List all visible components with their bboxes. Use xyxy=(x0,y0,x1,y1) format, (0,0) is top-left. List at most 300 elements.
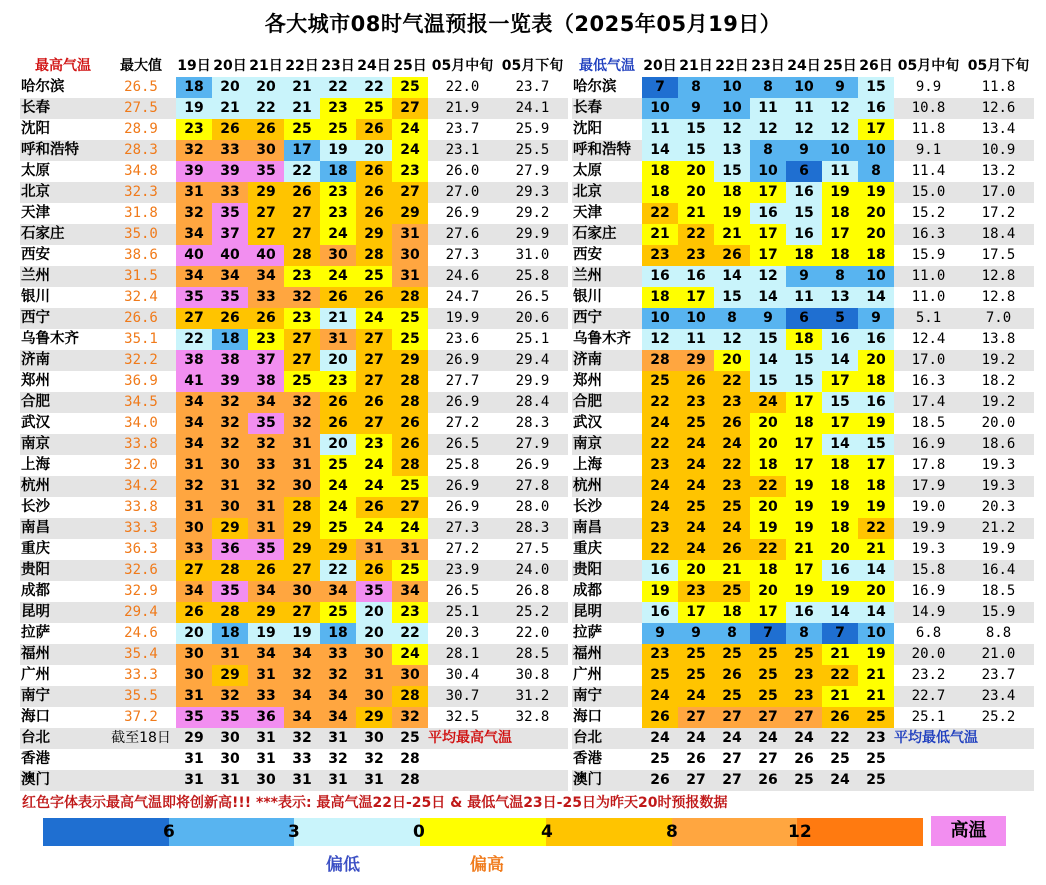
temp-cell: 32 xyxy=(248,476,284,497)
table-row xyxy=(572,644,1034,665)
mid-month-average: 11.4 xyxy=(911,163,946,179)
temp-cell: 15 xyxy=(786,203,822,224)
mid-month-average: 15.8 xyxy=(894,560,963,581)
temp-cell: 34 xyxy=(176,224,212,245)
temp-cell: 31 xyxy=(212,644,248,665)
late-month-average: 19.3 xyxy=(981,457,1016,473)
temp-cell: 14 xyxy=(750,350,786,371)
late-month-average: 17.0 xyxy=(963,182,1034,203)
late-month-average: 27.9 xyxy=(515,163,550,179)
temp-cell: 26 xyxy=(284,182,320,203)
temp-cell: 23 xyxy=(714,392,750,413)
temp-cell: 13 xyxy=(714,140,750,161)
temp-cell: 24 xyxy=(392,140,428,161)
temp-cell: 25 xyxy=(320,119,356,140)
late-month-average: 30.8 xyxy=(515,667,550,683)
table-row xyxy=(572,224,1034,245)
temp-cell: 27 xyxy=(176,308,212,329)
mid-month-average: 17.9 xyxy=(894,476,963,497)
max-value: 31.8 xyxy=(124,205,158,221)
temp-cell: 17 xyxy=(786,434,822,455)
column-header: 05月下旬 xyxy=(501,58,564,74)
page-title: 各大城市08时气温预报一览表（2025年05月19日） xyxy=(264,12,782,36)
temp-cell: 31 xyxy=(320,770,356,791)
temp-cell: 26 xyxy=(320,413,356,434)
temp-cell: 28 xyxy=(392,770,428,791)
temp-cell: 17 xyxy=(284,140,320,161)
temp-cell: 32 xyxy=(284,287,320,308)
temp-cell: 25 xyxy=(392,728,428,749)
late-month-average: 18.4 xyxy=(963,224,1034,245)
mid-month-average: 26.5 xyxy=(445,583,480,599)
temp-cell: 27 xyxy=(722,751,742,767)
temp-cell: 27 xyxy=(284,602,320,623)
temp-cell: 20 xyxy=(822,539,858,560)
temp-cell: 31 xyxy=(356,539,392,560)
table-row xyxy=(572,602,1034,623)
temp-cell: 21 xyxy=(320,308,356,329)
temp-cell: 30 xyxy=(248,140,284,161)
table-row xyxy=(572,413,1034,434)
temp-cell: 23 xyxy=(284,308,320,329)
mid-month-average: 26.5 xyxy=(428,434,497,455)
temp-cell: 38 xyxy=(248,371,284,392)
max-value: 35.1 xyxy=(124,331,158,347)
temp-cell: 27 xyxy=(678,770,714,791)
temp-cell: 31 xyxy=(176,182,212,203)
temp-cell: 32 xyxy=(284,665,320,686)
table-row xyxy=(20,539,568,560)
max-value: 38.6 xyxy=(124,247,158,263)
late-month-average: 10.9 xyxy=(963,140,1034,161)
temp-cell: 25 xyxy=(642,665,678,686)
late-month-average: 21.0 xyxy=(963,644,1034,665)
late-month-average: 27.8 xyxy=(497,476,568,497)
table-row xyxy=(20,518,568,539)
mid-month-average: 28.1 xyxy=(428,644,497,665)
temp-cell: 24 xyxy=(678,539,714,560)
temp-cell: 10 xyxy=(642,308,678,329)
table-row xyxy=(20,749,568,770)
temp-cell: 23 xyxy=(392,161,428,182)
temp-cell: 39 xyxy=(176,161,212,182)
temp-cell: 25 xyxy=(320,455,356,476)
city-name: 天津 xyxy=(573,205,602,221)
column-header: 最低气温 xyxy=(579,58,635,74)
city-name: 长春 xyxy=(572,98,642,119)
city-name: 广州 xyxy=(21,667,50,683)
mid-month-average: 26.9 xyxy=(428,392,497,413)
temp-cell: 27 xyxy=(714,707,750,728)
late-month-average: 28.0 xyxy=(515,499,550,515)
city-name: 郑州 xyxy=(573,373,602,389)
city-name: 贵阳 xyxy=(572,560,642,581)
temp-cell: 16 xyxy=(786,602,822,623)
late-month-average: 22.0 xyxy=(515,625,550,641)
temp-cell: 26 xyxy=(822,707,858,728)
temp-cell: 30 xyxy=(248,770,284,791)
temp-cell: 26 xyxy=(714,665,750,686)
temp-cell: 8 xyxy=(750,77,786,98)
table-row xyxy=(572,140,1034,161)
late-month-average: 12.6 xyxy=(963,98,1034,119)
temp-cell: 20 xyxy=(858,203,894,224)
late-month-average: 29.9 xyxy=(497,224,568,245)
column-header: 05月下旬 xyxy=(967,58,1030,74)
temp-cell: 31 xyxy=(392,539,428,560)
mid-month-average: 18.5 xyxy=(911,415,946,431)
temp-cell: 31 xyxy=(284,455,320,476)
late-month-average: 29.9 xyxy=(515,373,550,389)
temp-cell: 11 xyxy=(750,98,786,119)
late-month-average: 17.2 xyxy=(981,205,1016,221)
temp-cell: 21 xyxy=(714,224,750,245)
temp-cell: 34 xyxy=(248,581,284,602)
temp-cell: 26 xyxy=(356,182,392,203)
temp-cell: 22 xyxy=(642,539,678,560)
table-row xyxy=(20,392,568,413)
temp-cell: 15 xyxy=(714,161,750,182)
temp-cell: 10 xyxy=(678,308,714,329)
temp-cell: 15 xyxy=(714,287,750,308)
temp-cell: 31 xyxy=(356,665,392,686)
late-month-average: 25.2 xyxy=(497,602,568,623)
scale-tick-4: 4 xyxy=(541,822,553,842)
mid-month-average: 26.0 xyxy=(445,163,480,179)
mid-month-average xyxy=(894,770,963,791)
city-name: 西安 xyxy=(21,247,50,263)
table-row xyxy=(20,245,568,266)
mid-month-average xyxy=(428,770,497,791)
temp-cell: 19 xyxy=(320,140,356,161)
temp-cell: 24 xyxy=(750,392,786,413)
table-row xyxy=(572,308,1034,329)
column-header: 20日 xyxy=(213,58,247,74)
max-value: 32.9 xyxy=(124,583,158,599)
temp-cell: 27 xyxy=(678,707,714,728)
temp-cell: 26 xyxy=(320,287,356,308)
temp-cell: 22 xyxy=(678,224,714,245)
temp-cell: 26 xyxy=(176,602,212,623)
late-month-average: 26.8 xyxy=(515,583,550,599)
city-name: 长沙 xyxy=(21,499,50,515)
temp-cell: 23 xyxy=(356,434,392,455)
temp-cell: 27 xyxy=(758,751,778,767)
mid-month-average: 16.9 xyxy=(894,434,963,455)
mid-month-average: 10.8 xyxy=(894,98,963,119)
temp-cell: 20 xyxy=(858,224,894,245)
city-name: 沈阳 xyxy=(573,121,602,137)
temp-cell: 23 xyxy=(248,329,284,350)
max-value: 35.4 xyxy=(106,644,176,665)
late-month-average: 19.3 xyxy=(963,476,1034,497)
temp-cell: 27 xyxy=(356,350,392,371)
mid-month-average: 27.3 xyxy=(428,518,497,539)
temp-cell: 21 xyxy=(858,665,894,686)
temp-cell: 10 xyxy=(714,77,750,98)
temp-cell: 15 xyxy=(858,434,894,455)
mid-month-average: 23.1 xyxy=(428,140,497,161)
mid-month-average: 23.6 xyxy=(445,331,480,347)
city-name: 澳门 xyxy=(572,770,642,791)
city-name: 海口 xyxy=(573,709,602,725)
late-month-average xyxy=(497,770,568,791)
temp-cell: 25 xyxy=(284,119,320,140)
temp-cell: 17 xyxy=(822,371,858,392)
temp-cell: 16 xyxy=(642,560,678,581)
temp-cell: 25 xyxy=(678,497,714,518)
mid-month-average: 17.8 xyxy=(911,457,946,473)
temp-cell: 29 xyxy=(392,350,428,371)
temp-cell: 21 xyxy=(642,224,678,245)
temp-cell: 32 xyxy=(212,392,248,413)
late-month-average: 21.2 xyxy=(963,518,1034,539)
late-month-average: 25.2 xyxy=(981,709,1016,725)
temp-cell: 20 xyxy=(212,77,248,98)
temp-cell: 19 xyxy=(858,497,894,518)
temp-cell: 33 xyxy=(248,455,284,476)
temp-cell: 23 xyxy=(642,455,678,476)
temp-cell: 27 xyxy=(284,560,320,581)
column-header: 最大值 xyxy=(120,58,162,74)
temp-cell: 30 xyxy=(392,245,428,266)
table-row xyxy=(572,476,1034,497)
table-row xyxy=(572,77,1034,98)
temp-cell: 23 xyxy=(320,203,356,224)
temp-cell: 25 xyxy=(392,308,428,329)
city-name: 石家庄 xyxy=(20,224,106,245)
temp-cell: 9 xyxy=(678,623,714,644)
temp-cell: 25 xyxy=(750,665,786,686)
city-name: 南宁 xyxy=(572,686,642,707)
mid-month-average: 21.9 xyxy=(428,98,497,119)
city-name: 西宁 xyxy=(572,308,642,329)
table-row xyxy=(572,182,1034,203)
min-temp-header-row xyxy=(572,56,1034,77)
temp-cell: 28 xyxy=(356,245,392,266)
temp-cell: 9 xyxy=(786,140,822,161)
table-row xyxy=(572,434,1034,455)
temp-cell: 14 xyxy=(822,602,858,623)
max-value: 24.6 xyxy=(124,625,158,641)
temp-cell: 17 xyxy=(750,245,786,266)
temp-cell: 22 xyxy=(284,161,320,182)
column-header: 26日 xyxy=(859,58,893,74)
temp-cell: 16 xyxy=(750,203,786,224)
table-row xyxy=(20,560,568,581)
temp-cell: 18 xyxy=(858,371,894,392)
max-value: 26.5 xyxy=(124,79,158,95)
city-name: 拉萨 xyxy=(21,625,50,641)
city-name: 乌鲁木齐 xyxy=(21,331,79,347)
table-row xyxy=(572,392,1034,413)
temp-cell: 24 xyxy=(642,497,678,518)
late-month-average: 25.1 xyxy=(515,331,550,347)
temp-cell: 18 xyxy=(320,161,356,182)
temp-cell: 18 xyxy=(750,560,786,581)
temp-cell: 10 xyxy=(858,140,894,161)
temp-cell: 24 xyxy=(392,119,428,140)
temp-cell: 25 xyxy=(392,476,428,497)
table-row xyxy=(572,287,1034,308)
temp-cell: 24 xyxy=(678,518,714,539)
late-month-average: 8.8 xyxy=(985,625,1012,641)
temp-cell: 26 xyxy=(248,308,284,329)
temp-cell: 24 xyxy=(678,728,714,749)
temp-cell: 18 xyxy=(786,413,822,434)
temp-cell: 19 xyxy=(750,518,786,539)
table-row xyxy=(20,350,568,371)
temp-cell: 30 xyxy=(220,751,240,767)
temp-cell: 17 xyxy=(786,455,822,476)
late-month-average: 18.6 xyxy=(963,434,1034,455)
temp-cell: 29 xyxy=(356,707,392,728)
temp-cell: 24 xyxy=(356,476,392,497)
temp-cell: 25 xyxy=(678,413,714,434)
mid-month-average: 9.9 xyxy=(915,79,942,95)
temp-cell: 34 xyxy=(284,644,320,665)
temp-cell: 15 xyxy=(822,392,858,413)
temp-cell: 30 xyxy=(212,455,248,476)
max-value: 28.3 xyxy=(106,140,176,161)
temp-cell: 14 xyxy=(858,602,894,623)
temp-cell: 15 xyxy=(750,371,786,392)
mid-month-average: 26.9 xyxy=(428,350,497,371)
city-name: 贵阳 xyxy=(20,560,106,581)
scale-segment-slightly-low xyxy=(294,818,420,846)
temp-cell: 22 xyxy=(356,77,392,98)
temp-cell: 30 xyxy=(356,686,392,707)
temp-cell: 20 xyxy=(858,350,894,371)
temp-cell: 25 xyxy=(320,518,356,539)
temp-cell: 37 xyxy=(248,350,284,371)
city-name: 南昌 xyxy=(572,518,642,539)
scale-segment-high xyxy=(546,818,672,846)
temp-cell: 15 xyxy=(750,329,786,350)
temp-cell: 22 xyxy=(248,98,284,119)
temp-cell: 21 xyxy=(284,98,320,119)
temp-cell: 19 xyxy=(822,182,858,203)
mid-month-average: 19.9 xyxy=(894,518,963,539)
temp-cell: 20 xyxy=(356,623,392,644)
temp-cell: 25 xyxy=(714,581,750,602)
mid-month-average xyxy=(428,749,497,770)
temp-cell: 23 xyxy=(678,581,714,602)
column-header: 21日 xyxy=(249,58,283,74)
mid-month-average: 26.9 xyxy=(428,476,497,497)
table-row xyxy=(572,455,1034,476)
temp-cell: 32 xyxy=(328,751,348,767)
table-row xyxy=(572,707,1034,728)
table-row xyxy=(20,602,568,623)
temp-cell: 31 xyxy=(176,455,212,476)
table-row xyxy=(20,644,568,665)
temp-cell: 8 xyxy=(714,623,750,644)
late-month-average: 31.2 xyxy=(497,686,568,707)
temp-cell: 21 xyxy=(678,203,714,224)
temp-cell: 24 xyxy=(356,518,392,539)
temp-cell: 23 xyxy=(320,371,356,392)
table-row xyxy=(20,77,568,98)
max-value: 29.4 xyxy=(106,602,176,623)
temp-cell: 32 xyxy=(212,686,248,707)
temp-cell: 14 xyxy=(714,266,750,287)
temp-cell: 24 xyxy=(678,434,714,455)
temp-cell: 16 xyxy=(822,329,858,350)
city-name: 武汉 xyxy=(573,415,602,431)
scale-segment-very-low xyxy=(43,818,169,846)
temp-cell: 16 xyxy=(858,98,894,119)
temp-cell: 24 xyxy=(642,476,678,497)
city-name: 杭州 xyxy=(20,476,106,497)
temp-cell: 24 xyxy=(822,770,858,791)
late-month-average: 12.8 xyxy=(963,266,1034,287)
temp-cell: 15 xyxy=(678,119,714,140)
temp-cell: 14 xyxy=(822,434,858,455)
mid-month-average: 15.9 xyxy=(911,247,946,263)
temp-cell: 34 xyxy=(392,581,428,602)
temp-cell: 26 xyxy=(320,392,356,413)
temp-cell: 14 xyxy=(822,350,858,371)
table-row xyxy=(572,119,1034,140)
mid-month-average: 22.7 xyxy=(894,686,963,707)
city-name: 广州 xyxy=(573,667,602,683)
mid-month-average: 20.0 xyxy=(894,644,963,665)
temp-cell: 38 xyxy=(212,350,248,371)
temp-cell: 11 xyxy=(786,98,822,119)
temp-cell: 12 xyxy=(750,119,786,140)
temp-cell: 17 xyxy=(786,392,822,413)
temp-cell: 21 xyxy=(822,686,858,707)
temp-cell: 12 xyxy=(714,119,750,140)
temp-cell: 17 xyxy=(822,413,858,434)
temp-cell: 15 xyxy=(786,371,822,392)
late-month-average: 17.5 xyxy=(981,247,1016,263)
temp-cell: 19 xyxy=(642,581,678,602)
temp-cell: 7 xyxy=(642,77,678,98)
temp-cell: 33 xyxy=(176,539,212,560)
temp-cell: 24 xyxy=(356,455,392,476)
temp-cell: 22 xyxy=(858,518,894,539)
temp-cell: 21 xyxy=(858,686,894,707)
temp-cell: 27 xyxy=(248,224,284,245)
temp-cell: 23 xyxy=(786,686,822,707)
mid-month-average: 15.0 xyxy=(894,182,963,203)
temp-cell: 20 xyxy=(176,623,212,644)
table-row xyxy=(572,623,1034,644)
table-row xyxy=(20,455,568,476)
table-row xyxy=(20,476,568,497)
late-month-average: 19.2 xyxy=(963,350,1034,371)
temp-cell: 17 xyxy=(678,602,714,623)
temp-cell: 12 xyxy=(750,266,786,287)
temp-cell: 28 xyxy=(392,371,428,392)
max-value: 34.0 xyxy=(124,415,158,431)
column-header: 22日 xyxy=(715,58,749,74)
city-name: 重庆 xyxy=(573,541,602,557)
temp-cell: 11 xyxy=(678,329,714,350)
city-name: 济南 xyxy=(572,350,642,371)
temp-cell: 9 xyxy=(642,623,678,644)
temp-cell: 31 xyxy=(284,770,320,791)
temp-cell: 19 xyxy=(858,413,894,434)
mid-month-average: 23.2 xyxy=(911,667,946,683)
max-value: 35.0 xyxy=(106,224,176,245)
city-name: 海口 xyxy=(21,709,50,725)
temp-cell: 25 xyxy=(678,644,714,665)
table-row xyxy=(572,686,1034,707)
temp-cell: 16 xyxy=(678,266,714,287)
